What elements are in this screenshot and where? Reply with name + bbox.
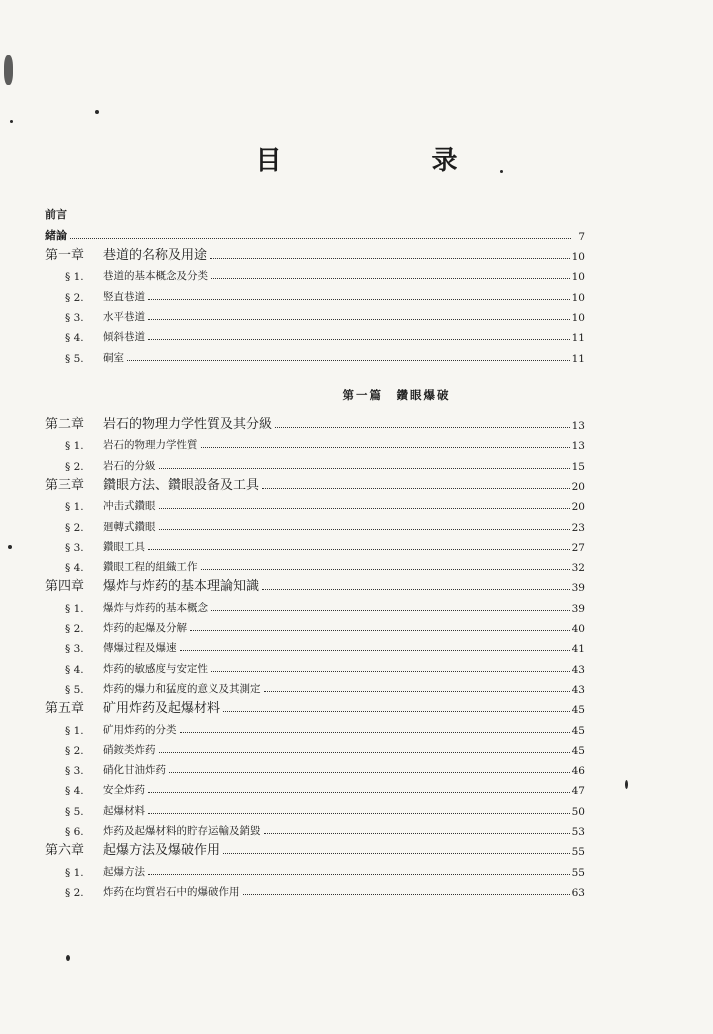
toc-entry-label: 緒論 — [45, 229, 67, 242]
toc-entry-label: 冲击式鑽眼 — [103, 500, 156, 513]
toc-page-number: 45 — [571, 704, 585, 717]
toc-page-number: 39 — [571, 602, 585, 615]
toc-section-entry — [45, 597, 585, 615]
toc-entry-label: 廻轉式鑽眼 — [103, 520, 156, 533]
scan-speck — [8, 545, 12, 549]
dot-leader — [148, 791, 570, 793]
toc-page-number: 39 — [571, 582, 585, 595]
toc-chapter-entry — [45, 414, 585, 432]
toc-section-entry — [45, 347, 585, 365]
toc-entry-number: 第五章 — [45, 701, 85, 717]
toc-entry-label: 竪直巷道 — [103, 290, 145, 303]
toc-entry-number: § 2. — [65, 460, 84, 473]
toc-entry-label: 矿用炸药及起爆材料 — [103, 701, 221, 717]
toc-page-number: 27 — [571, 541, 585, 554]
toc-section-entry — [45, 800, 585, 818]
toc-entry-label: 矿用炸药的分类 — [103, 723, 177, 736]
dot-leader — [201, 568, 570, 570]
toc-entry-number: § 1. — [65, 501, 84, 514]
dot-leader — [148, 548, 570, 550]
toc-entry-number: § 5. — [65, 805, 84, 818]
toc-page-number: 10 — [571, 311, 585, 324]
toc-page-number: 55 — [571, 866, 585, 879]
toc-section-entry — [45, 658, 585, 676]
toc-page-number: 11 — [571, 332, 585, 345]
toc-entry-preface — [45, 204, 585, 222]
toc-section-entry — [45, 719, 585, 737]
toc-entry-number: § 5. — [65, 683, 84, 696]
toc-entry-label: 傳爆过程及爆速 — [103, 642, 177, 655]
toc-entry-number: § 2. — [65, 744, 84, 757]
dot-leader — [201, 446, 570, 448]
toc-chapter-entry — [45, 840, 585, 858]
dot-leader — [264, 690, 570, 692]
toc-section-entry — [45, 265, 585, 283]
toc-section-entry — [45, 516, 585, 534]
toc-entry-label: 硐室 — [103, 351, 124, 364]
toc-page-number: 47 — [571, 785, 585, 798]
toc-page-number: 53 — [571, 826, 585, 838]
toc-entry-number: § 2. — [65, 623, 84, 635]
toc-page-number: 13 — [571, 440, 585, 453]
toc-section-entry — [45, 881, 585, 899]
toc-section-entry — [45, 326, 585, 344]
toc-page-number: 41 — [571, 643, 585, 656]
dot-leader — [223, 710, 570, 712]
toc-entry-label: 起爆方法及爆破作用 — [103, 843, 221, 859]
toc-entry-number: § 4. — [65, 332, 84, 345]
dot-leader — [210, 257, 570, 259]
toc-page-number: 7 — [578, 231, 585, 243]
toc-entry-label: 安全炸药 — [103, 784, 145, 797]
toc-entry-number: § 1. — [65, 866, 84, 879]
toc-entry-number: § 5. — [65, 352, 84, 365]
toc-entry-label: 炸药的爆力和猛度的意义及其測定 — [103, 682, 261, 695]
dot-leader — [211, 670, 570, 672]
toc-entry-number: § 1. — [65, 271, 84, 284]
toc-page-number: 23 — [571, 521, 585, 534]
toc-section-entry — [45, 286, 585, 304]
toc-page-number: 11 — [571, 352, 585, 365]
toc-page-number: 10 — [571, 251, 585, 263]
toc-section-entry — [45, 759, 585, 777]
toc-page-number: 15 — [571, 460, 585, 473]
dot-leader — [127, 359, 570, 361]
toc-entry-introduction — [45, 225, 585, 243]
dot-leader — [148, 298, 570, 300]
toc-entry-number: § 2. — [65, 521, 84, 534]
toc-entry-label: 鑽眼工具 — [103, 540, 145, 553]
toc-entry-label: 巷道的名称及用途 — [103, 248, 208, 263]
toc-chapter-entry — [45, 245, 585, 263]
toc-page-number: 40 — [571, 623, 585, 635]
page-title: 目 录 — [255, 146, 520, 176]
dot-leader — [148, 812, 570, 814]
dot-leader — [211, 609, 570, 611]
toc-entry-number: 第一章 — [45, 248, 85, 263]
dot-leader — [243, 893, 570, 895]
toc-entry-label: 炸药的敏感度与安定性 — [103, 662, 208, 675]
toc-entry-number: § 3. — [65, 643, 84, 656]
toc-entry-label: 硝化甘油炸药 — [103, 764, 166, 777]
part-heading: 第一篇 鑽眼爆破 — [342, 388, 451, 402]
dot-leader — [262, 487, 570, 489]
toc-page-number: 13 — [571, 420, 585, 432]
toc-entry-number: § 6. — [65, 826, 84, 838]
toc-section-entry — [45, 637, 585, 655]
toc-entry-number: 第四章 — [45, 579, 85, 595]
toc-entry-number: 第六章 — [45, 843, 85, 859]
toc-section-entry — [45, 617, 585, 635]
toc-entry-number: § 2. — [65, 291, 84, 304]
toc-section-entry — [45, 678, 585, 696]
scan-speck — [95, 110, 99, 114]
toc-page-number: 43 — [571, 683, 585, 696]
toc-section-entry — [45, 779, 585, 797]
dot-leader — [180, 649, 570, 651]
scan-speck — [66, 955, 70, 961]
toc-page-number: 45 — [571, 744, 585, 757]
dot-leader — [159, 751, 570, 753]
toc-entry-label: 岩石的物理力学性質 — [103, 439, 198, 452]
toc-entry-number: 第三章 — [45, 477, 85, 493]
toc-entry-label: 起爆材料 — [103, 804, 145, 817]
dot-leader — [70, 237, 571, 239]
toc-page-number: 32 — [571, 562, 585, 575]
toc-section-entry — [45, 536, 585, 554]
dot-leader — [180, 731, 570, 733]
toc-entry-label: 硝銨类炸药 — [103, 743, 156, 756]
toc-entry-label: 傾斜巷道 — [103, 331, 145, 344]
toc-section-entry — [45, 556, 585, 574]
toc-entry-number: § 3. — [65, 311, 84, 324]
toc-entry-label: 岩石的物理力学性質及其分級 — [103, 417, 273, 432]
toc-page-number: 45 — [571, 724, 585, 737]
toc-entry-label: 岩石的分級 — [103, 459, 156, 472]
dot-leader — [264, 832, 570, 834]
dot-leader — [159, 528, 570, 530]
dot-leader — [275, 426, 570, 428]
dot-leader — [190, 629, 570, 631]
toc-entry-number: § 3. — [65, 541, 84, 554]
toc-entry-number: § 4. — [65, 663, 84, 676]
toc-entry-label: 爆炸与炸药的基本理論知識 — [103, 579, 260, 595]
toc-entry-number: § 3. — [65, 765, 84, 778]
toc-section-entry — [45, 306, 585, 324]
toc-entry-number: § 1. — [65, 602, 84, 615]
toc-entry-label: 水平巷道 — [103, 310, 145, 323]
toc-entry-label: 炸药的起爆及分解 — [103, 622, 187, 634]
toc-chapter-entry — [45, 576, 585, 594]
toc-section-entry — [45, 455, 585, 473]
toc-section-entry — [45, 739, 585, 757]
toc-page-number: 10 — [571, 291, 585, 304]
toc-entry-label: 前言 — [45, 208, 67, 221]
dot-leader — [262, 588, 570, 590]
toc-section-entry — [45, 434, 585, 452]
dot-leader — [159, 507, 570, 509]
toc-page-number: 55 — [571, 846, 585, 859]
dot-leader — [169, 771, 570, 773]
toc-entry-number: 第二章 — [45, 417, 85, 432]
dot-leader — [211, 277, 570, 279]
toc-section-entry — [45, 495, 585, 513]
scan-smudge — [4, 55, 13, 85]
toc-entry-label: 爆炸与炸药的基本概念 — [103, 601, 208, 614]
toc-entry-label: 炸药及起爆材料的貯存运輸及銷毀 — [103, 825, 261, 837]
toc-entry-number: § 2. — [65, 886, 84, 899]
dot-leader — [223, 852, 570, 854]
toc-page-number: 20 — [571, 480, 585, 493]
toc-entry-number: § 1. — [65, 724, 84, 737]
dot-leader — [159, 467, 570, 469]
dot-leader — [148, 318, 570, 320]
toc-section-entry — [45, 820, 585, 838]
toc-entry-label: 鑽眼工程的組織工作 — [103, 561, 198, 574]
toc-entry-label: 鑽眼方法、鑽眼設备及工具 — [103, 477, 260, 493]
toc-entry-label: 巷道的基本概念及分类 — [103, 270, 208, 283]
scan-speck — [10, 120, 13, 123]
toc-entry-label: 起爆方法 — [103, 865, 145, 878]
scan-speck — [625, 780, 628, 789]
toc-page-number: 63 — [571, 886, 585, 899]
toc-page-number: 43 — [571, 663, 585, 676]
toc-chapter-entry — [45, 698, 585, 716]
toc-chapter-entry — [45, 475, 585, 493]
toc-section-entry — [45, 861, 585, 879]
toc-page-number: 46 — [571, 765, 585, 778]
toc-entry-label: 炸药在均質岩石中的爆破作用 — [103, 885, 240, 898]
dot-leader — [148, 873, 570, 875]
dot-leader — [148, 338, 570, 340]
toc-page-number: 20 — [571, 501, 585, 514]
toc-entry-number: § 1. — [65, 440, 84, 453]
toc-entry-number: § 4. — [65, 562, 84, 575]
toc-page-number: 50 — [571, 805, 585, 818]
toc-entry-number: § 4. — [65, 785, 84, 798]
toc-page-number: 10 — [571, 271, 585, 284]
